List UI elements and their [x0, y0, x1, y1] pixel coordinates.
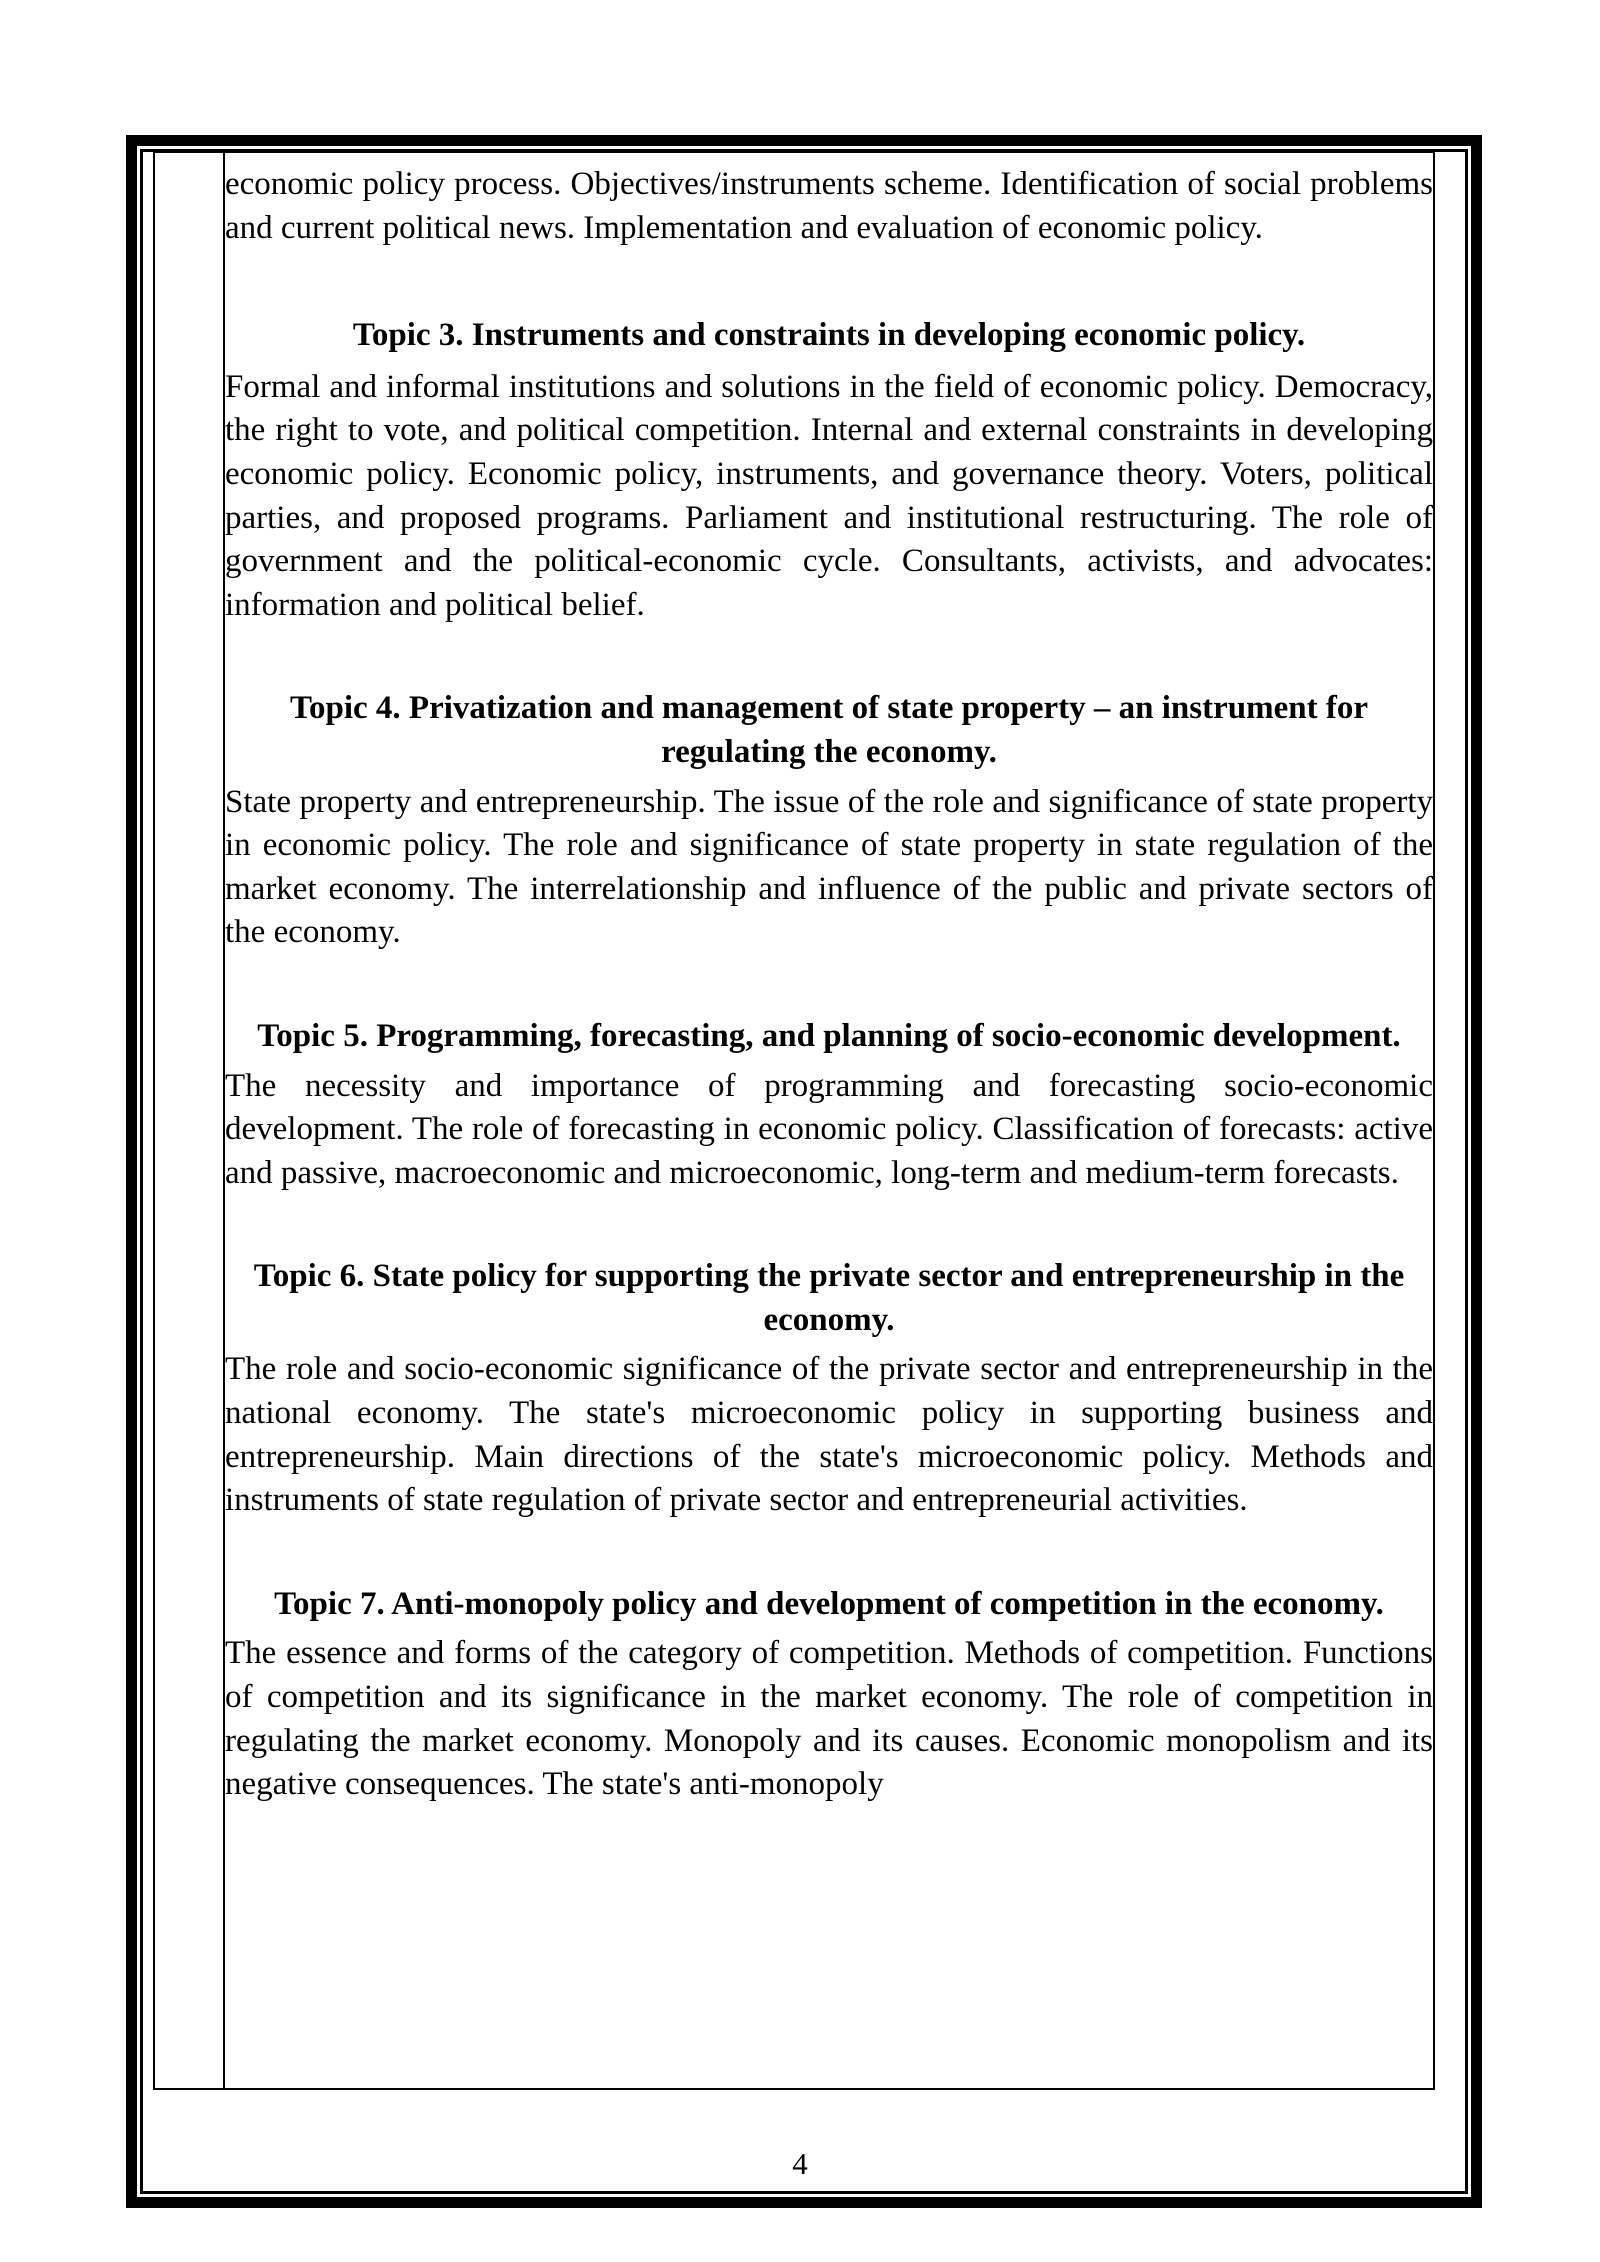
topic-3-heading: Topic 3. Instruments and constraints in developing economic policy. — [352, 317, 1306, 354]
topic-5-body: The necessity and importance of programming and forecasting socio-economic development. The role of forecasting in economic policy. Classification of forecasts: active and passive, macroeconomic and microeconomic, long-term and medium-term forecasts. — [225, 1067, 1433, 1191]
table-left-column — [155, 153, 225, 2088]
intro-paragraph: economic policy process. Objectives/instruments scheme. Identification of social problems and current political news. Implementation and evaluation of economic policy. — [225, 166, 1433, 246]
topic-3-body: Formal and informal institutions and solutions in the field of economic policy. Democracy, the right to vote, and political competition. Internal and external constraints in developing economic policy. Economic policy, instruments, and governance theory. Voters, political parties, and proposed programs. Parliament and institutional restructuring. The role of government and the political-economic cycle. Consultants, activists, and advocates: information and political belief. — [225, 368, 1433, 623]
topic-4-body: State property and entrepreneurship. The issue of the role and significance of state property in economic policy. The role and significance of state property in state regulation of the market economy. The interrelationship and influence of the public and private sectors of the economy. — [225, 783, 1433, 951]
content-table — [153, 151, 1435, 2090]
topic-5-heading: Topic 5. Programming, forecasting, and planning of socio-economic development. — [257, 1017, 1401, 1054]
topic-4-heading: Topic 4. Privatization and management of state property – an instrument for regulating the economy. — [290, 690, 1368, 770]
topic-6-heading: Topic 6. State policy for supporting the private sector and entrepreneurship in the economy. — [253, 1258, 1405, 1338]
topic-7-heading: Topic 7. Anti-monopoly policy and development of competition in the economy. — [274, 1585, 1384, 1622]
table-text-column — [225, 163, 1433, 1807]
topic-6-body: The role and socio-economic significance of the private sector and entrepreneurship in the national economy. The state's microeconomic policy in supporting business and entrepreneurship. Main directions of the state's microeconomic policy. Methods and instruments of state regulation of private sector and entrepreneurial activities. — [225, 1351, 1433, 1519]
page-number: 4 — [792, 2146, 808, 2181]
topic-7-body: The essence and forms of the category of competition. Methods of competition. Functions of competition and its significance in the market economy. The role of competition in regulating the market economy. Monopoly and its causes. Economic monopolism and its negative consequences. The state's anti-monopoly — [225, 1635, 1433, 1803]
